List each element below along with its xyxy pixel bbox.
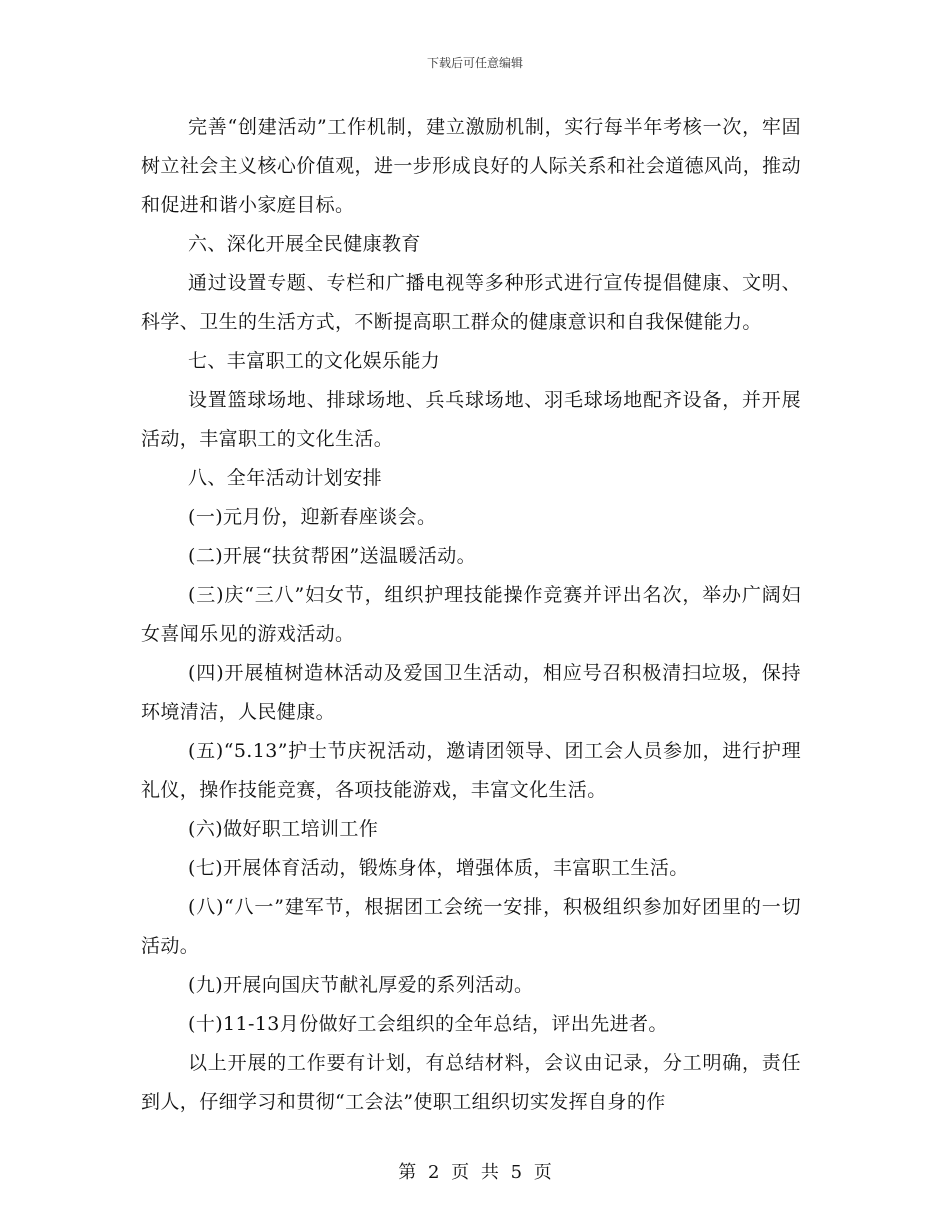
page-header: 下载后可任意编辑 (426, 56, 523, 70)
list-item: (五)“5.13”护士节庆祝活动，邀请团领导、团工会人员参加，进行护理礼仪，操作技能竞赛，各项技能游戏，丰富文化生活。 (141, 740, 801, 801)
list-item: (九)开展向国庆节献礼厚爱的系列活动。 (188, 974, 534, 996)
list-item: (二)开展“扶贫帮困”送温暖活动。 (188, 545, 477, 567)
paragraph: 完善“创建活动”工作机制，建立激励机制，实行每半年考核一次，牢固树立社会主义核心价值观，进一步形成良好的人际关系和社会道德风尚，推动和促进和谐小家庭目标。 (141, 116, 801, 216)
list-item: (四)开展植树造林活动及爱国卫生活动，相应号召积极清扫垃圾，保持环境清洁，人民健康。 (141, 662, 801, 723)
section-heading: 六、深化开展全民健康教育 (188, 233, 421, 255)
section-heading: 八、全年活动计划安排 (188, 467, 383, 489)
list-item: (一)元月份，迎新春座谈会。 (188, 506, 437, 528)
list-item: (十)11-13月份做好工会组织的全年总结，评出先进者。 (188, 1013, 668, 1035)
paragraph: 设置篮球场地、排球场地、兵乓球场地、羽毛球场地配齐设备，并开展活动，丰富职工的文化生活。 (141, 389, 801, 450)
list-item: (七)开展体育活动，锻炼身体，增强体质，丰富职工生活。 (188, 857, 689, 879)
page-footer: 第 2 页 共 5 页 (398, 1162, 552, 1183)
paragraph: 通过设置专题、专栏和广播电视等多种形式进行宣传提倡健康、文明、科学、卫生的生活方式，不断提高职工群众的健康意识和自我保健能力。 (141, 272, 801, 333)
paragraph: 以上开展的工作要有计划，有总结材料，会议由记录，分工明确，责任到人，仔细学习和贯彻“工会法”使职工组织切实发挥自身的作 (141, 1052, 801, 1113)
list-item: (三)庆“三八”妇女节，组织护理技能操作竞赛并评出名次，举办广阔妇女喜闻乐见的游戏活动。 (141, 584, 801, 645)
document-body (141, 108, 801, 1122)
section-heading: 七、丰富职工的文化娱乐能力 (188, 350, 441, 372)
list-item: (六)做好职工培训工作 (188, 818, 379, 840)
list-item: (八)“八一”建军节，根据团工会统一安排，积极组织参加好团里的一切活动。 (141, 896, 801, 957)
